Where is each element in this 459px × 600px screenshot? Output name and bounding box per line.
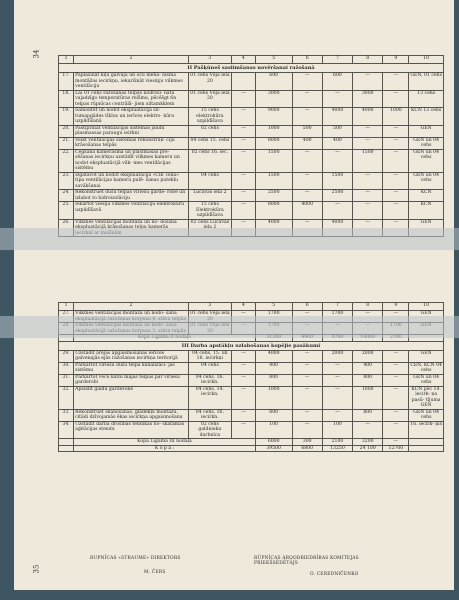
- value-col8: —: [353, 311, 383, 323]
- column-header: 7: [322, 303, 352, 311]
- value-col8: 4000: [353, 108, 383, 126]
- value-col5: 1000: [255, 125, 292, 137]
- value-col6: —: [292, 374, 322, 386]
- value-col8: —: [353, 172, 383, 190]
- row-number: 33.: [59, 409, 74, 421]
- value-col4: —: [232, 137, 256, 149]
- responsible: GEN: [409, 219, 444, 237]
- total-label: Kopā Līguma III nodaļā: [74, 439, 256, 446]
- value-col5: 800: [255, 409, 292, 421]
- value-col8: —: [353, 73, 383, 91]
- column-header: 5: [255, 303, 292, 311]
- table-row: [59, 374, 444, 386]
- value-col7: 600: [322, 73, 352, 91]
- value-col8: 1500: [353, 149, 383, 172]
- location: 04 cehs: [188, 172, 231, 190]
- row-number: 32.: [59, 386, 74, 409]
- row-number: 19.: [59, 108, 74, 126]
- value-col6: —: [292, 421, 322, 439]
- value-col9: —: [383, 73, 409, 91]
- value-col5: 1000: [255, 386, 292, 409]
- chairman-name: O. CEREDNIČENKO: [310, 572, 359, 577]
- value-col5: 8000: [255, 202, 292, 220]
- responsible: 13 cehs: [409, 90, 444, 108]
- location: 15 cehs elektrokūru uzpildīšava: [188, 108, 231, 126]
- total-c7: 2100: [322, 439, 352, 446]
- value-col8: 800: [353, 409, 383, 421]
- value-col6: —: [292, 73, 322, 91]
- measure-description: Pārkārtot vīriešu dušu telpa kanalizāci- jas sistēmu: [74, 362, 189, 374]
- value-col6: —: [292, 108, 322, 126]
- measure-description: Pārkārtot veco katlu mājas telpas par vīriešu garderobi: [74, 374, 189, 386]
- value-col8: 3000: [353, 90, 383, 108]
- value-col4: [232, 73, 256, 91]
- value-col6: —: [292, 172, 322, 190]
- column-header: 9: [383, 303, 409, 311]
- measure-description: Rekonstruēt skanošanas, glādekļu montāžu, citādi dzīvojamās ēkas iecirkņa apgaismošanu: [74, 409, 189, 421]
- measure-description: Uzstādīt darba drošības tehnikas no- skatāmās aģitācijas stendu: [74, 421, 189, 439]
- value-col4: —: [232, 362, 256, 374]
- location: 02 cehs galdnieku darbnīca: [188, 421, 231, 439]
- value-col6: 500: [292, 125, 322, 137]
- page-number-bottom: 35: [32, 564, 41, 574]
- total-c6: 300: [292, 439, 322, 446]
- measure-description: Vilkmes ventilācijas montāža un nodo- šana: [74, 311, 189, 323]
- value-col7: 1500: [322, 172, 352, 190]
- row-number: 21.: [59, 137, 74, 149]
- row-number: 20.: [59, 125, 74, 137]
- value-col5: 4000: [255, 350, 292, 362]
- table-row: [59, 172, 444, 190]
- row-number: 29.: [59, 350, 74, 362]
- value-col4: —: [232, 311, 256, 323]
- responsible: GEN: [409, 350, 444, 362]
- header-row: [59, 56, 444, 64]
- value-col4: —: [232, 125, 256, 137]
- value-col8: 1000: [353, 386, 383, 409]
- table-row: [59, 137, 444, 149]
- value-col6: —: [292, 409, 322, 421]
- responsible: GEN un 04 cehs: [409, 374, 444, 386]
- value-col4: —: [232, 409, 256, 421]
- value-col7: —: [322, 202, 352, 220]
- value-col7: —: [322, 362, 352, 374]
- grand-total-c9: 12700: [383, 445, 409, 452]
- column-header: 9: [383, 56, 409, 64]
- row-number: 17.: [59, 73, 74, 91]
- column-header: 8: [353, 303, 383, 311]
- row-number: 24.: [59, 190, 74, 202]
- section-title-row: [59, 64, 444, 73]
- value-col9: —: [383, 374, 409, 386]
- chairman-title: RŪPNĪCAS AROODBIEDRĪBAS KOMITEJAS PRIEKŠSĒDĒTĀJS: [254, 556, 359, 566]
- value-col7: 400: [322, 137, 352, 149]
- binding-tape: [0, 228, 459, 250]
- column-header: 5: [255, 56, 292, 64]
- value-col7: —: [322, 374, 352, 386]
- column-header: 10: [409, 303, 444, 311]
- value-col4: —: [232, 219, 256, 237]
- responsible: KCN 13 cehs: [409, 108, 444, 126]
- value-col9: —: [383, 409, 409, 421]
- measure-description: Paplašināt kiļu galvaju un ocu mehā- nisma montāžas iecirkņu, iekaršināt viesiņju vilkmes ventilāciju: [74, 73, 189, 91]
- location: 15 cehs Elektrokūra uzpildīšava: [188, 202, 231, 220]
- measure-description: Lai 01 cehs ražošanas telpās nodroši- nātu vajadzīgo temperatūras režīmu, pēcēšgt 6n telpas rūpnīcas centrālā- jiem siltamkklem: [74, 90, 189, 108]
- value-col9: 1000: [383, 108, 409, 126]
- value-col8: 800: [353, 374, 383, 386]
- responsible: CEN, KCN 04 cehs: [410, 362, 442, 373]
- value-col9: —: [383, 149, 409, 172]
- rows-section-c: [59, 350, 444, 439]
- measure-description: Apsildīt gaidu garderobē: [74, 386, 189, 409]
- table-row: [59, 350, 444, 362]
- value-col5: 3000: [255, 90, 292, 108]
- table-row: [59, 73, 444, 91]
- location: Lucavas iela 2: [188, 190, 231, 202]
- binding-tape: [0, 316, 459, 338]
- director-title: RUPNĪCAS «STRAUME» DIREKTORS: [90, 556, 181, 561]
- responsible: KCN: [409, 202, 444, 220]
- value-col5: 9000: [255, 108, 292, 126]
- column-header: 6: [292, 303, 322, 311]
- measure-description: Izgatavot un nodot ekspluatācijā «Cik- lona» tipa ventilācijas kameru pulē- šanas putekļu savākšanai: [74, 172, 189, 190]
- column-header: 4: [232, 56, 256, 64]
- location: 04 cehs, 15. un 16. iecirkņi: [188, 350, 231, 362]
- grand-total-c5: 39500: [255, 445, 292, 452]
- responsible: GEN un 04 cehs: [409, 149, 444, 172]
- value-col8: 400: [353, 362, 383, 374]
- value-col5: 1500: [255, 172, 292, 190]
- value-col7: —: [322, 149, 352, 172]
- value-col7: 4000: [322, 108, 352, 126]
- column-header: 4: [232, 303, 256, 311]
- value-col6: 400: [292, 137, 322, 149]
- value-col6: —: [292, 149, 322, 172]
- location: 04 cehs, 16. iecirkn.: [188, 409, 231, 421]
- responsible: KCN: [409, 190, 444, 202]
- value-col4: —: [232, 149, 256, 172]
- value-col7: 100: [322, 421, 352, 439]
- responsible: GEN, 01 cehs: [409, 73, 444, 91]
- value-col7: 2500: [322, 190, 352, 202]
- measure-description: Pastiprināt ventilācijas sistēmas jaudu plasmassas paraugu ieirkni: [74, 125, 189, 137]
- measure-description: Rekonstruēt dušu telpas vīriešu garde- robē un izlabot to hidroizolāciju: [74, 190, 189, 202]
- row-number: 18.: [59, 90, 74, 108]
- location: 04 cehs 15. cehs: [188, 137, 231, 149]
- value-col6: —: [292, 311, 322, 323]
- row-number: 23.: [59, 172, 74, 190]
- table-row: [59, 362, 444, 374]
- table-row: [59, 108, 444, 126]
- table-row: [59, 409, 444, 421]
- value-col9: —: [383, 362, 409, 374]
- total-c8: 3200: [353, 439, 383, 446]
- measure-description: Cegšana kamerāsma un plastmasas pre- sēšanas iecirkņu uzstādīt vilkmes kameru un nodot ekspluatācijā vilk- mes ventilācijas sistēmu: [74, 149, 189, 172]
- value-col5: 800: [255, 374, 292, 386]
- responsible: GEN: [409, 311, 444, 323]
- value-col9: —: [383, 219, 409, 237]
- location: 01 cehs Vēja iela 20: [188, 90, 231, 108]
- rows-section-a: [59, 73, 444, 237]
- section-title: III Darba apstākļu uzlabošanas kopējie pasākumi: [59, 341, 444, 350]
- location: 04 cehs, 14. iecirkn.: [188, 386, 231, 409]
- value-col8: 2000: [353, 350, 383, 362]
- value-col7: 1700: [322, 311, 352, 323]
- value-col4: —: [232, 202, 256, 220]
- value-col8: —: [353, 190, 383, 202]
- column-header: 10: [409, 56, 444, 64]
- total-c9: —: [383, 439, 409, 446]
- value-col6: 4000: [292, 202, 322, 220]
- value-col6: —: [292, 386, 322, 409]
- location: 02 cehs: [188, 125, 231, 137]
- column-header: 6: [292, 56, 322, 64]
- grand-total-label: K o p ā :: [74, 445, 256, 452]
- value-col7: —: [322, 386, 352, 409]
- value-col7: 4000: [322, 219, 352, 237]
- row-number: 22.: [59, 149, 74, 172]
- responsible: KCN pēc 14. iecirk- ņa pasū- tījuma GEN: [409, 386, 444, 409]
- responsible: 16. iecirk- ņis: [409, 421, 444, 439]
- table-row: [59, 421, 444, 439]
- value-col5: 2500: [255, 190, 292, 202]
- measure-description: Iekārtot viesīju vilkmes ventilāciju elektrokūru uzpildīšavā: [74, 202, 189, 220]
- value-col4: —: [232, 374, 256, 386]
- column-header: 8: [353, 56, 383, 64]
- value-col4: —: [232, 350, 256, 362]
- value-col5: 1500: [255, 149, 292, 172]
- section-title: II Pašķūneš saslimšanas novēršanai ražošanā: [59, 64, 444, 73]
- column-header: 2: [74, 56, 189, 64]
- table-row: [59, 202, 444, 220]
- value-col6: —: [292, 362, 322, 374]
- responsible: GEN un 04 cehs: [409, 137, 444, 149]
- table-row: [59, 125, 444, 137]
- value-col6: —: [292, 90, 322, 108]
- total-blank: [409, 445, 444, 452]
- value-col8: —: [353, 125, 383, 137]
- value-col4: —: [232, 386, 256, 409]
- responsible: GEN un 04 cehs: [409, 172, 444, 190]
- upper-table: [58, 55, 444, 237]
- column-header: 2: [74, 303, 189, 311]
- grand-total-row: [59, 445, 444, 452]
- responsible: GEN un 04 cehs: [409, 409, 444, 421]
- value-col9: —: [383, 386, 409, 409]
- value-col5: 400: [255, 362, 292, 374]
- row-number: 25.: [59, 202, 74, 220]
- total-blank: [59, 445, 74, 452]
- row-number: 31.: [59, 374, 74, 386]
- row-number: 27.: [59, 311, 74, 323]
- value-col5: 8000: [255, 137, 292, 149]
- row-number: 30.: [59, 362, 74, 374]
- location: 01 cehs Vēja iela 20: [188, 73, 231, 91]
- measure-description: Vilkmes ventilācijas montāža un no- došana: [74, 219, 189, 237]
- section-title-row: [59, 341, 444, 350]
- grand-total-c8: 24 100: [353, 445, 383, 452]
- row-number: 26.: [59, 219, 74, 237]
- value-col7: 500: [322, 125, 352, 137]
- value-col8: —: [353, 202, 383, 220]
- measure-description: Samontēt un nodot ekspluatācijā sil- tumapgādes tīklus un ierīces elektro- kūru uzpildīšanā: [74, 108, 189, 126]
- value-col9: —: [383, 202, 409, 220]
- value-col4: —: [232, 190, 256, 202]
- value-col8: —: [353, 421, 383, 439]
- table-row: [59, 90, 444, 108]
- location: 01 cehs Vēja iela: [188, 311, 231, 323]
- grand-total-c6: 6800: [292, 445, 322, 452]
- value-col7: —: [322, 90, 352, 108]
- page-number: 34: [32, 49, 41, 59]
- column-header: 3: [188, 56, 231, 64]
- director-name: M. ČERS: [144, 570, 166, 575]
- value-col7: —: [322, 409, 352, 421]
- value-col5: 100: [255, 421, 292, 439]
- value-col6: —: [292, 190, 322, 202]
- value-col5: 1700: [255, 311, 292, 323]
- value-col9: —: [383, 421, 409, 439]
- value-col5: 4000: [255, 219, 292, 237]
- column-header: 7: [322, 56, 352, 64]
- value-col9: —: [383, 90, 409, 108]
- header-row: [59, 303, 444, 311]
- value-col4: —: [232, 421, 256, 439]
- value-col4: —: [232, 90, 256, 108]
- value-col9: —: [383, 311, 409, 323]
- table-row: [59, 190, 444, 202]
- total-c5: 6000: [255, 439, 292, 446]
- location: 02 cehs Lucavas: [188, 219, 231, 237]
- table-row: [59, 386, 444, 409]
- table-row: [59, 149, 444, 172]
- grand-total-c7: 13250: [322, 445, 352, 452]
- measure-description: Veikt ventilācijas sistēmas rekonstruk- ciju krāsošanas telpās: [74, 137, 189, 149]
- value-col4: —: [232, 108, 256, 126]
- responsible: GEN: [409, 125, 444, 137]
- row-number: 34.: [59, 421, 74, 439]
- column-header: 1: [59, 303, 74, 311]
- value-col9: —: [383, 137, 409, 149]
- document-page: [14, 0, 454, 590]
- value-col7: 2000: [322, 350, 352, 362]
- location: 02 cehs 16. iec.: [188, 149, 231, 172]
- value-col9: —: [383, 350, 409, 362]
- column-header: 3: [188, 303, 231, 311]
- value-col9: —: [383, 172, 409, 190]
- location: 04 cehs, 16. iecirkn.: [188, 374, 231, 386]
- value-col6: —: [292, 350, 322, 362]
- location: 04 cehs: [188, 362, 231, 374]
- value-col8: —: [353, 137, 383, 149]
- value-col9: —: [383, 190, 409, 202]
- value-col5: 600: [255, 73, 292, 91]
- value-col9: —: [383, 125, 409, 137]
- measure-description: Uzstādīt ārējās apgaismošanas ierīces galvenajās ejās ražošanas iecirkņa teritorijā: [74, 350, 189, 362]
- value-col8: —: [353, 219, 383, 237]
- value-col4: —: [232, 172, 256, 190]
- column-header: 1: [59, 56, 74, 64]
- value-col6: —: [292, 219, 322, 237]
